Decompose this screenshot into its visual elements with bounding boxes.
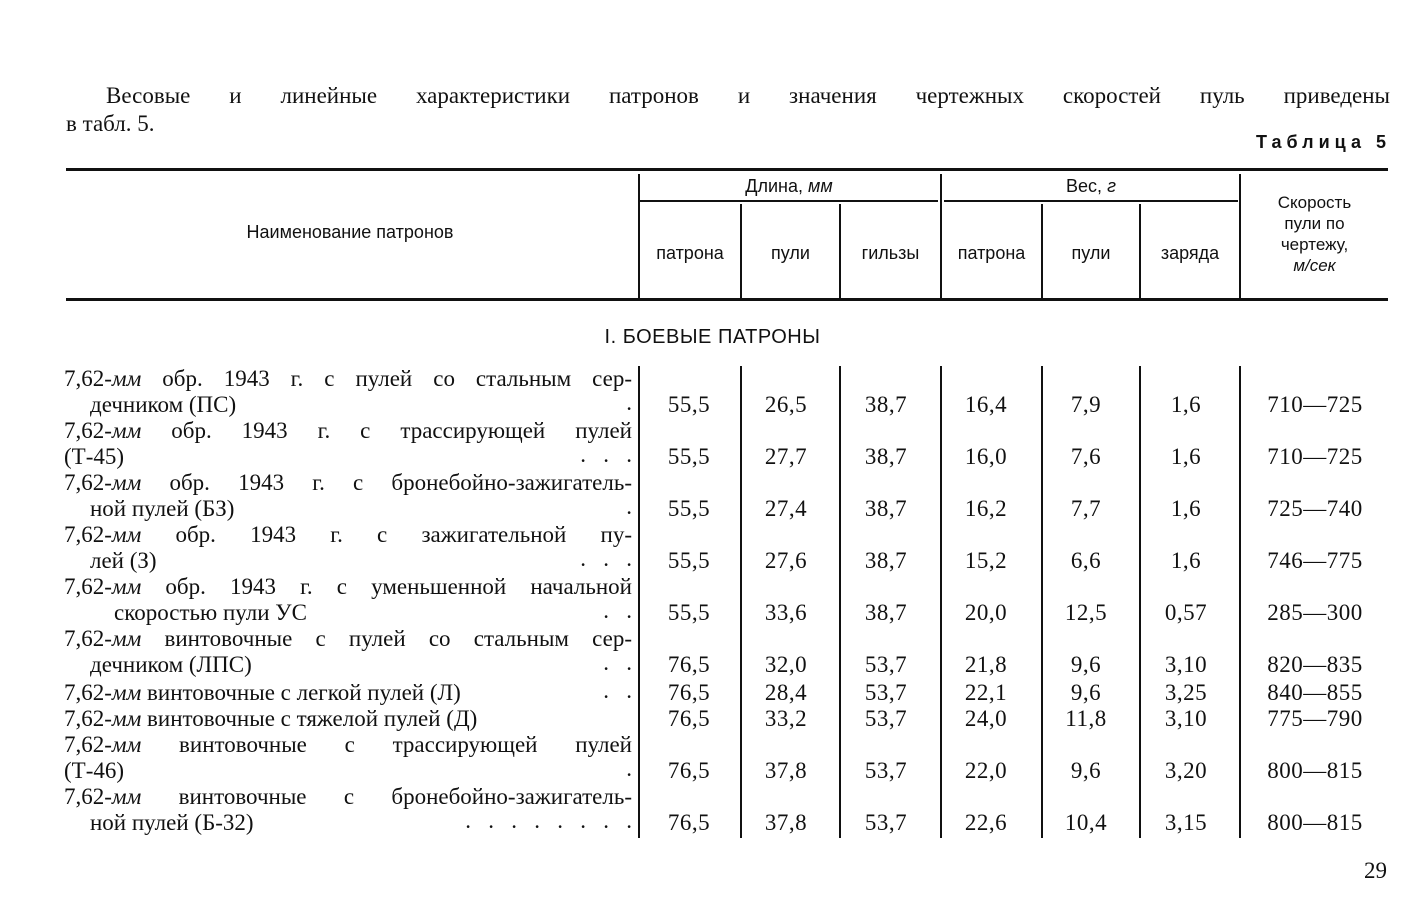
table-cell: 800—815 (1267, 758, 1363, 783)
table-cell: 33,2 (764, 706, 808, 731)
header-group-unit: мм (808, 176, 833, 196)
group-underline (640, 200, 938, 202)
header-speed-4: м/сек (1293, 256, 1336, 275)
row-name-line-2: скоростью пули УС (114, 600, 307, 625)
intro-line-1: Весовые и линейные характеристики патронов и значения чертежных скоростей пуль приведены (106, 83, 1390, 108)
table-cell: 10,4 (1064, 810, 1108, 835)
row-unit: мм (111, 418, 142, 443)
table-cell: 38,7 (864, 600, 908, 625)
table-cell: 38,7 (864, 496, 908, 521)
header-group-label: Вес, (1066, 176, 1108, 196)
table-cell: 20,0 (964, 600, 1008, 625)
table-cell: 800—815 (1267, 810, 1363, 835)
table-cell: 33,6 (764, 600, 808, 625)
row-desc: винтовочные с трассирующей пулей (141, 732, 632, 757)
table-cell: 37,8 (764, 810, 808, 835)
row-leader-dots: . . . (580, 546, 632, 571)
row-caliber: 7,62- (64, 470, 112, 495)
row-caliber: 7,62- (64, 418, 112, 443)
row-desc: винтовочные с тяжелой пулей (Д) (141, 706, 478, 731)
row-caliber: 7,62- (64, 626, 112, 651)
table-cell: 746—775 (1267, 548, 1363, 573)
table-cell: 55,5 (667, 548, 711, 573)
table-cell: 1,6 (1170, 496, 1202, 521)
table-cell: 22,1 (964, 680, 1008, 705)
row-unit: мм (111, 706, 142, 731)
header-speed-3: чертежу, (1280, 235, 1349, 254)
row-name-line-2: дечником (ЛПС) (90, 652, 252, 677)
table-cell: 22,6 (964, 810, 1008, 835)
table-cell: 9,6 (1070, 652, 1102, 677)
row-leader-dots: . (626, 494, 632, 519)
row-name-line-1 (64, 470, 632, 496)
table-cell: 53,7 (864, 706, 908, 731)
table-cell: 12,5 (1064, 600, 1108, 625)
table-cell: 53,7 (864, 810, 908, 835)
table-cell: 16,0 (964, 444, 1008, 469)
row-desc: обр. 1943 г. с трассирующей пулей (141, 418, 632, 443)
row-name-line-2: ной пулей (Б-32) (90, 810, 254, 835)
table-cell: 76,5 (667, 652, 711, 677)
header-weight-group (942, 176, 1240, 197)
row-leader-dots: . . (603, 678, 632, 703)
row-unit: мм (111, 522, 142, 547)
row-leader-dots: . . (603, 650, 632, 675)
table-cell: 3,10 (1164, 706, 1208, 731)
row-unit: мм (111, 732, 142, 757)
table-cell: 3,25 (1164, 680, 1208, 705)
table-cell: 710—725 (1267, 392, 1363, 417)
row-name-line-2: дечником (ПС) (90, 392, 237, 417)
row-desc: винтовочные с бронебойно-зажигатель- (141, 784, 632, 809)
row-caliber: 7,62- (64, 680, 112, 705)
header-length-case: гильзы (861, 243, 920, 263)
table-cell: 1,6 (1170, 548, 1202, 573)
table-cell: 27,7 (764, 444, 808, 469)
row-name-line-2: ной пулей (БЗ) (90, 496, 235, 521)
table-cell: 6,6 (1070, 548, 1102, 573)
header-weight-cartridge: патрона (957, 243, 1026, 263)
row-unit: мм (111, 784, 142, 809)
table-cell: 38,7 (864, 548, 908, 573)
row-name-line-1 (64, 522, 632, 548)
table-cell: 11,8 (1065, 706, 1107, 731)
table-caption: Таблица 5 (1255, 132, 1391, 152)
page-number: 29 (1364, 858, 1387, 883)
table-cell: 840—855 (1267, 680, 1363, 705)
row-leader-dots: . . . . . . . . (465, 808, 632, 833)
table-cell: 7,9 (1070, 392, 1102, 417)
header-weight-charge: заряда (1160, 243, 1220, 263)
row-unit: мм (111, 574, 142, 599)
table-cell: 3,20 (1164, 758, 1208, 783)
table-cell: 710—725 (1267, 444, 1363, 469)
table-cell: 55,5 (667, 496, 711, 521)
header-name: Наименование патронов (246, 222, 454, 242)
row-desc: обр. 1943 г. с бронебойно-зажигатель- (141, 470, 632, 495)
row-desc: винтовочные с пулей со стальным сер- (141, 626, 632, 651)
row-name-line-1 (64, 626, 632, 652)
table-cell: 28,4 (764, 680, 808, 705)
table-cell: 53,7 (864, 758, 908, 783)
row-name-line-2: (Т-46) (64, 758, 125, 783)
table-cell: 76,5 (667, 810, 711, 835)
row-leader-dots: . (626, 390, 632, 415)
row-desc: обр. 1943 г. с уменьшенной начальной (141, 574, 632, 599)
table-cell: 9,6 (1070, 680, 1102, 705)
row-name-line-2: (Т-45) (64, 444, 125, 469)
table-cell: 7,7 (1070, 496, 1102, 521)
header-speed-1: Скорость (1277, 193, 1352, 212)
column-divider (638, 366, 640, 838)
table-top-rule (66, 168, 1388, 171)
row-name-line-1 (64, 706, 632, 732)
row-leader-dots: . . (603, 598, 632, 623)
table-cell: 76,5 (667, 706, 711, 731)
row-name-line-1 (64, 366, 632, 392)
table-cell: 32,0 (764, 652, 808, 677)
row-unit: мм (111, 366, 142, 391)
table-cell: 16,2 (964, 496, 1008, 521)
row-caliber: 7,62- (64, 706, 112, 731)
table-cell: 1,6 (1170, 392, 1202, 417)
table-header-rule (66, 298, 1388, 301)
table-cell: 21,8 (964, 652, 1008, 677)
row-unit: мм (111, 680, 142, 705)
header-length-cartridge: патрона (656, 243, 724, 263)
header-length-group (640, 176, 938, 197)
table-cell: 27,4 (764, 496, 808, 521)
row-desc: обр. 1943 г. с пулей со стальным сер- (141, 366, 632, 391)
table-cell: 27,6 (764, 548, 808, 573)
table-cell: 16,4 (964, 392, 1008, 417)
table-cell: 9,6 (1070, 758, 1102, 783)
header-group-label: Длина, (745, 176, 808, 196)
table-cell: 55,5 (667, 444, 711, 469)
table-cell: 820—835 (1267, 652, 1363, 677)
row-leader-dots: . . . (580, 442, 632, 467)
row-name-line-1 (64, 574, 632, 600)
header-speed-2: пули по (1284, 214, 1345, 233)
table-cell: 725—740 (1267, 496, 1363, 521)
table-cell: 775—790 (1267, 706, 1363, 731)
intro-line-2: в табл. 5. (66, 111, 155, 136)
table-cell: 24,0 (964, 706, 1008, 731)
table-cell: 53,7 (864, 652, 908, 677)
row-desc: обр. 1943 г. с зажигательной пу- (141, 522, 632, 547)
row-name-line-1 (64, 418, 632, 444)
section-title: I. БОЕВЫЕ ПАТРОНЫ (604, 326, 821, 348)
table-cell: 76,5 (667, 680, 711, 705)
row-caliber: 7,62- (64, 784, 112, 809)
table-cell: 55,5 (667, 392, 711, 417)
row-unit: мм (111, 470, 142, 495)
row-caliber: 7,62- (64, 366, 112, 391)
column-divider (1239, 366, 1241, 838)
table-cell: 38,7 (864, 444, 908, 469)
table-cell: 37,8 (764, 758, 808, 783)
row-unit: мм (111, 626, 142, 651)
row-leader-dots: . (626, 756, 632, 781)
table-cell: 1,6 (1170, 444, 1202, 469)
header-weight-bullet: пули (1071, 243, 1111, 263)
row-caliber: 7,62- (64, 732, 112, 757)
header-length-bullet: пули (771, 243, 810, 263)
table-cell: 26,5 (764, 392, 808, 417)
table-cell: 38,7 (864, 392, 908, 417)
group-underline (944, 200, 1238, 202)
row-caliber: 7,62- (64, 574, 112, 599)
table-cell: 3,10 (1164, 652, 1208, 677)
row-name-line-1 (64, 732, 632, 758)
table-cell: 55,5 (667, 600, 711, 625)
header-group-unit: г (1107, 176, 1116, 196)
row-desc: винтовочные с легкой пулей (Л) (141, 680, 461, 705)
row-name-line-1 (64, 784, 632, 810)
table-cell: 7,6 (1070, 444, 1102, 469)
table-cell: 22,0 (964, 758, 1008, 783)
table-cell: 3,15 (1164, 810, 1208, 835)
table-cell: 76,5 (667, 758, 711, 783)
row-caliber: 7,62- (64, 522, 112, 547)
table-cell: 0,57 (1164, 600, 1208, 625)
row-name-line-1 (64, 680, 632, 706)
table-cell: 15,2 (964, 548, 1008, 573)
row-name-line-2: лей (З) (90, 548, 157, 573)
table-cell: 285—300 (1267, 600, 1363, 625)
table-cell: 53,7 (864, 680, 908, 705)
